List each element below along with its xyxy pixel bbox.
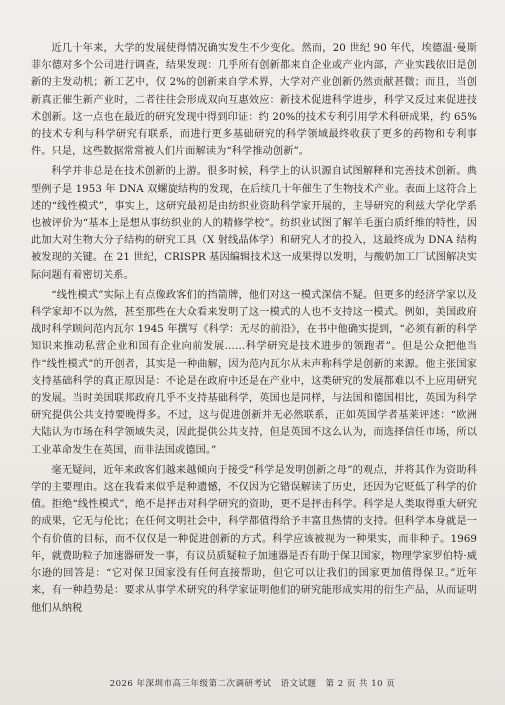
paragraph-4: 毫无疑问，近年来政客们越来越倾向于接受“科学是发明创新之母”的观点，并将其作为资助科学的主要理由。这在我看来似乎是种遗憾，不仅因为它错误解读了历史，还因为它贬低了科学的价值。拒绝“线性模式”，绝不是抨击对科学研究的资助，更不是抨击科学。科学是人类取得重大研究的成果，它无与伦比；在任何文明社会中，科学都值得给予丰富且热情的支持。但科学本身就是一个有价值的目标，而不仅仅是一种促进创新的方式。科学应该被视为一种果实，而非种子。1969 年，就费助粒子加速器研发一事，有议员质疑粒子加速器是否有助于保卫国家，物理学家罗伯特·威尔逊的回答是：“它对保卫国家没有任何直接帮助，但它可以让我们的国家更加值得保卫。”近年来，有一种趋势是：要求从事学术研究的科学家证明他们的研究能形成实用的衍生产品，从而证明他们从纳税 xyxy=(31,464,477,614)
paragraph-1: 近几十年来，大学的发展使得情况确实发生不少变化。然而，20 世纪 90 年代，埃德温·曼斯菲尔德对多个公司进行调查，结果发现：几乎所有创新都来自企业或产业内部，产业实践依旧是创新的主发动机；新工艺中，仅 2%的创新来自学术界，大学对产业创新仍然贡献甚微；而且，当创新真正催生新产业时，二者往往会形成双向互惠效应：新技术促进科学进步，科学又反过来促进技术创新。这一点也在最近的研究发现中得到印证：约 20%的技术专利引用学术科研成果，约 65%的技术专利与科学研究有联系，而进行更多基础研究的科学领域最终收获了更多的药物和专利事件。只是，这些数据常常被人们片面解读为“科学推动创新”。 xyxy=(31,43,477,158)
paragraph-3: “线性模式”实际上有点像政客们的挡箭牌，他们对这一模式深信不疑。但更多的经济学家以及科学家却不以为然，甚至那些在大众看来发明了这一模式的人也不支持这一模式。例如，美国政府战时科学顾问范内瓦尔 1945 年撰写《科学：无尽的前沿》，在书中他确实提到，“必须有新的科学知识来推动私营企业和国有企业向前发展……科学研究是技术进步的领跑者”。但是公众把他当作“线性模式”的开创者，其实是一种曲解，因为范内瓦尔从未声称科学是创新的来源。他主张国家支持基础科学的真正原因是：不论是在政府中还是在产业中，这类研究的发展都难以不上应用研究的发展。当时美国联邦政府几乎不支持基础科学，英国也是同样，与法国和德国相比，英国为科学研究提供公共支持要晚得多。不过，这与促进创新并无必然联系，正如英国学者基莱评述：“欧洲大陆认为市场在科学领域失灵，因此提供公共支持，但是英国不这么认为，而选择信任市场，所以工业革命发生在英国，而非法国或德国。” xyxy=(31,289,477,456)
paragraph-2: 科学并非总是在技术创新的上游。很多时候，科学上的认识源自试图解释和完善技术创新。典型例子是 1953 年 DNA 双螺旋结构的发现，在后续几十年催生了生物技术产业。表面上这符合上述的“线性模式”，事实上，这研究最初是由纺织业资助科学家开展的，主导研究的利兹大学化学系也被评价为“基本上是想从事纺织业的人的精修学校”。纺织业试图了解羊毛蛋白质纤维的特性，因此加大对生物大分子结构的研究工具（X 射线晶体学）和研究人才的投入，这最终成为 DNA 结构被发现的关键。在 21 世纪，CRISPR 基因编辑技术这一成果得以发明，与酸奶加工厂试图解决实际问题有着密切关系。 xyxy=(31,166,477,281)
page-footer: 2026 年深圳市高三年级第二次调研考试 语文试题 第 2 页 共 10 页 xyxy=(109,679,396,689)
passage-body xyxy=(31,40,477,620)
